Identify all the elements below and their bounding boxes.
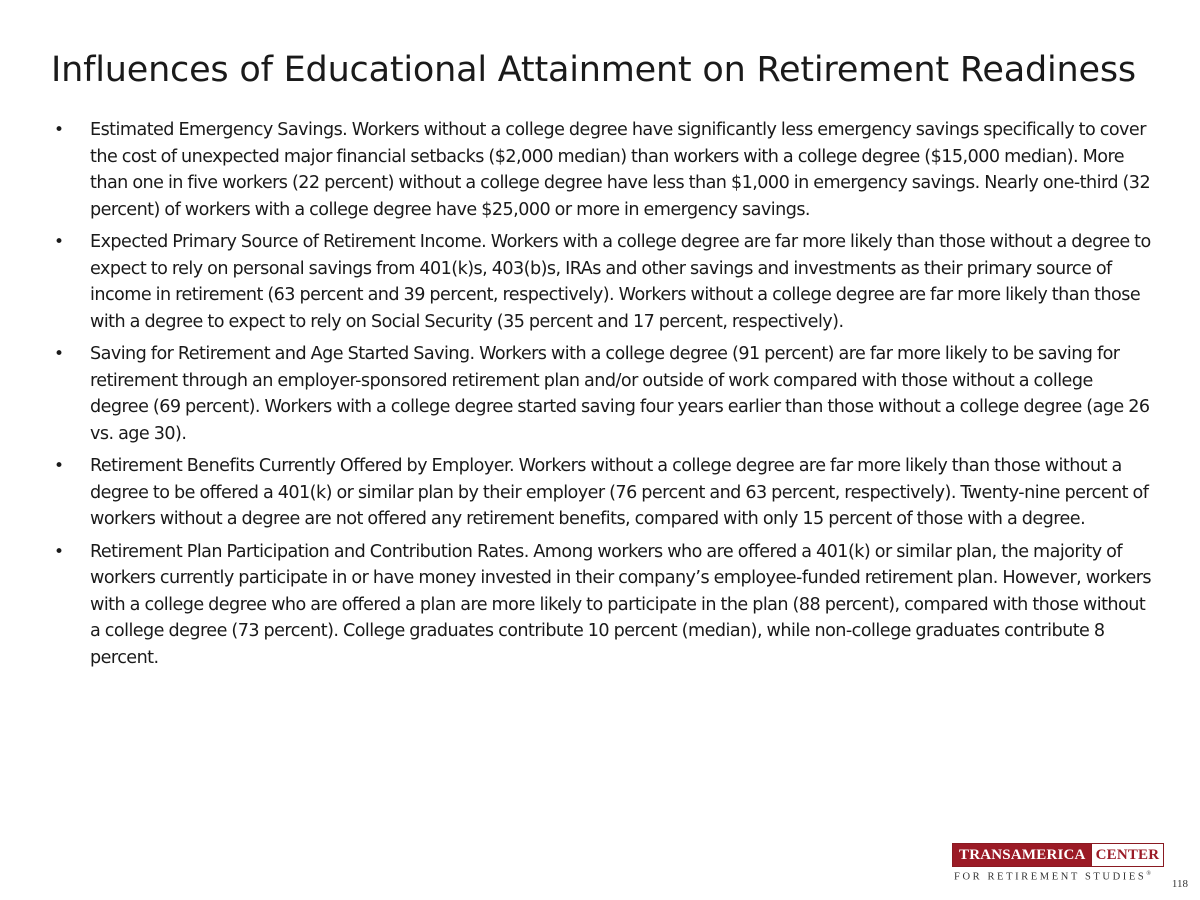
slide-title: Influences of Educational Attainment on Retirement Readiness bbox=[51, 50, 1136, 90]
bullet-text: Expected Primary Source of Retirement Income. Workers with a college degree are far more likely than those without a degree to expect to rely on personal savings from 401(k)s, 403(b)s, IRAs and other savings and investments as their primary source of income in retirement (63 percent and 39 percent, respectively). Workers without a college degree are far more likely than those with a degree to expect to rely on Social Security (35 percent and 17 percent, respectively). bbox=[90, 232, 1151, 332]
bullet-item-emergency-savings bbox=[50, 117, 1152, 223]
bullet-dot: • bbox=[54, 120, 64, 140]
bullet-item-plan-participation bbox=[50, 539, 1152, 672]
bullet-text: Retirement Plan Participation and Contribution Rates. Among workers who are offered a 401(k) or similar plan, the majority of workers currently participate in or have money invested in their company’s employee-funded retirement plan. However, workers with a college degree who are offered a plan are more likely to participate in the plan (88 percent), compared with those without a college degree (73 percent). College graduates contribute 10 percent (median), while non-college graduates contribute 8 percent. bbox=[90, 541, 1152, 668]
transamerica-center-logo bbox=[952, 843, 1164, 883]
bullet-item-benefits-offered bbox=[50, 453, 1152, 533]
bullet-text: Estimated Emergency Savings. Workers without a college degree have significantly less emergency savings specifically to cover the cost of unexpected major financial setbacks ($2,000 median) than workers with a college degree ($15,000 median). More than one in five workers (22 percent) without a college degree have less than $1,000 in emergency savings. Nearly one-third (32 percent) of workers with a college degree have $25,000 or more in emergency savings. bbox=[90, 120, 1151, 220]
bullet-text: Retirement Benefits Currently Offered by Employer. Workers without a college degree are far more likely than those without a degree to be offered a 401(k) or similar plan by their employer (76 percent and 63 percent, respectively). Twenty-nine percent of workers without a degree are not offered any retirement benefits, compared with only 15 percent of those with a degree. bbox=[90, 456, 1149, 529]
bullet-dot: • bbox=[54, 232, 64, 252]
bullet-item-saving-for-retirement bbox=[50, 341, 1152, 447]
bullet-dot: • bbox=[54, 541, 64, 562]
bullet-dot: • bbox=[54, 344, 64, 364]
logo-right-text: CENTER bbox=[1091, 844, 1164, 866]
bullet-text: Saving for Retirement and Age Started Saving. Workers with a college degree (91 percent) are far more likely to be saving for retirement through an employer-sponsored retirement plan and/or outside of work compared with those without a college degree (69 percent). Workers with a college degree started saving four years earlier than those without a college degree (age 26 vs. age 30). bbox=[90, 344, 1150, 444]
logo-bottom-text: FOR RETIREMENT STUDIES bbox=[954, 871, 1147, 883]
bullet-dot: • bbox=[54, 456, 64, 476]
page-number: 118 bbox=[1171, 878, 1188, 890]
bullet-list bbox=[50, 117, 1152, 677]
logo-left-text: TRANSAMERICA bbox=[953, 844, 1091, 866]
registered-mark: ® bbox=[1146, 871, 1151, 877]
logo-wordmark bbox=[952, 843, 1164, 867]
logo-tagline bbox=[952, 871, 1164, 883]
bullet-item-primary-income-source bbox=[50, 229, 1152, 335]
